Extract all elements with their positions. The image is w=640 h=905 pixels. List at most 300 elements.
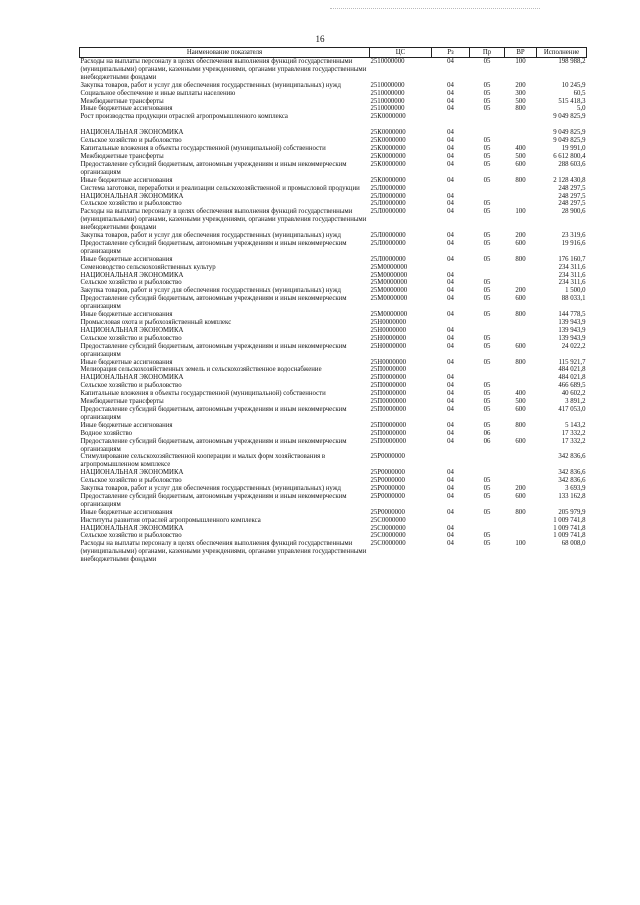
cell-vr (505, 532, 537, 540)
cell-vr: 800 (515, 105, 526, 113)
table-row (80, 58, 587, 82)
cell-name: Закупка товаров, работ и услуг для обеспечения государственных (муниципальных) нужд (80, 232, 341, 240)
cell-pr: 05 (483, 492, 491, 500)
cell-cs: 25К0000000 (370, 152, 406, 160)
cell-amount: 342 836,6 (558, 453, 586, 461)
cell-amount: 1 009 741,8 (553, 516, 586, 524)
cell-name: Мелиорация сельскохозяйственных земель и сельскохозяйственное водоснабжение (80, 366, 322, 374)
cell-name: Расходы на выплаты персоналу в целях обеспечения выполнения функций государственными (муниципальными) органами, казенными учреждениями, органами управления государственными внебюджетными фондами (80, 58, 367, 81)
table-row (80, 90, 587, 98)
table-row (80, 477, 587, 485)
cell-vr: 100 (515, 208, 526, 216)
cell-name: Сельское хозяйство и рыболовство (80, 477, 182, 485)
table-row (80, 129, 587, 137)
cell-amount: 5,0 (577, 105, 586, 113)
table-row (80, 145, 587, 153)
cell-name: Система заготовки, переработки и реализации сельскохозяйственной и промысловой продукции (80, 184, 360, 192)
cell-cs: 25П0000000 (370, 374, 406, 382)
cell-pr (470, 185, 505, 193)
cell-cs: 25Р0000000 (370, 469, 405, 477)
cell-name: Иные бюджетные ассигнования (80, 421, 173, 429)
cell-cs: 25П0000000 (370, 398, 406, 406)
table-row (80, 200, 587, 208)
cell-name: Сельское хозяйство и рыболовство (80, 334, 182, 342)
cell-pr: 05 (483, 145, 491, 153)
table-row (80, 153, 587, 161)
cell-rz: 04 (447, 311, 454, 319)
cell-rz: 04 (447, 508, 454, 516)
cell-cs: 25С0000000 (370, 532, 406, 540)
cell-cs: 25Р0000000 (370, 508, 405, 516)
cell-amount: 9 049 825,9 (553, 129, 586, 137)
cell-rz: 04 (447, 485, 454, 493)
table-row (80, 366, 587, 374)
cell-cs: 25Р0000000 (370, 485, 405, 493)
cell-cs: 25С0000000 (370, 540, 406, 548)
cell-cs: 25К0000000 (370, 113, 406, 121)
cell-rz: 04 (447, 89, 454, 97)
cell-cs: 2510000000 (370, 58, 405, 65)
cell-name: Иные бюджетные ассигнования (80, 311, 173, 319)
cell-name: Иные бюджетные ассигнования (80, 255, 173, 263)
cell-rz: 04 (447, 469, 454, 477)
cell-vr: 800 (515, 421, 526, 429)
cell-cs: 25П0000000 (370, 382, 406, 390)
cell-cs: 25К0000000 (370, 145, 406, 153)
cell-vr (505, 137, 537, 145)
cell-name: Водное хозяйство (80, 429, 133, 437)
cell-name: Иные бюджетные ассигнования (80, 358, 173, 366)
cell-rz: 04 (447, 532, 454, 540)
cell-name: НАЦИОНАЛЬНАЯ ЭКОНОМИКА (80, 129, 184, 137)
table-row (80, 161, 587, 177)
cell-cs: 25Р0000000 (370, 492, 405, 500)
table-row (80, 525, 587, 533)
cell-vr: 500 (515, 398, 526, 406)
cell-rz: 04 (447, 176, 454, 184)
cell-amount: 342 836,6 (558, 477, 586, 485)
cell-name: Стимулирование сельскохозяйственной кооперации и малых форм хозяйствования в агропромышленном комплексе (80, 453, 326, 469)
cell-rz: 04 (447, 239, 454, 247)
cell-amount: 10 245,9 (561, 81, 586, 89)
cell-cs: 25Н0000000 (370, 334, 406, 342)
cell-amount: 248 297,5 (558, 184, 586, 192)
cell-rz: 04 (447, 382, 454, 390)
cell-name: Закупка товаров, работ и услуг для обеспечения государственных (муниципальных) нужд (80, 485, 341, 493)
cell-pr: 05 (483, 105, 491, 113)
table-row (80, 335, 587, 343)
cell-amount: 234 311,6 (558, 271, 586, 279)
cell-amount: 466 689,5 (558, 382, 586, 390)
cell-vr (505, 193, 537, 201)
cell-cs: 25П0000000 (370, 437, 406, 445)
cell-cs: 25К0000000 (370, 176, 406, 184)
table-row (80, 113, 587, 121)
cell-vr: 100 (515, 540, 526, 548)
cell-vr: 600 (515, 160, 526, 168)
table-row (80, 137, 587, 145)
table-row (80, 390, 587, 398)
cell-cs: 2510000000 (370, 89, 405, 97)
table-row (80, 287, 587, 295)
cell-name: Предоставление субсидий бюджетным, автономным учреждениям и иным некоммерческим организациям (80, 342, 347, 358)
cell-rz (432, 121, 470, 129)
cell-amount: 139 943,9 (558, 319, 586, 326)
cell-amount: 248 297,5 (558, 192, 586, 200)
table-row (80, 279, 587, 287)
cell-rz (432, 113, 470, 121)
cell-rz: 04 (447, 421, 454, 429)
cell-name: Промысловая охота и рыбохозяйственный комплекс (80, 319, 232, 326)
cell-pr: 05 (483, 398, 491, 406)
cell-rz (432, 517, 470, 525)
cell-pr: 05 (483, 540, 491, 548)
table-row (80, 121, 587, 129)
cell-name: Сельское хозяйство и рыболовство (80, 137, 182, 145)
table-row (80, 256, 587, 264)
cell-cs: 25Л0000000 (370, 192, 406, 200)
cell-cs (370, 121, 432, 129)
cell-amount: 19 916,6 (561, 239, 586, 247)
cell-amount: 24 022,2 (561, 342, 586, 350)
cell-amount: 234 311,6 (558, 279, 586, 287)
cell-amount: 484 021,8 (558, 366, 586, 374)
cell-cs: 25К0000000 (370, 129, 406, 137)
cell-name: Сельское хозяйство и рыболовство (80, 200, 182, 208)
cell-rz: 04 (447, 255, 454, 263)
cell-cs: 25Р0000000 (370, 453, 405, 461)
cell-cs: 25М0000000 (370, 311, 408, 319)
cell-rz: 04 (447, 145, 454, 153)
cell-pr (470, 113, 505, 121)
table-row (80, 532, 587, 540)
table-row (80, 327, 587, 335)
cell-vr: 600 (515, 295, 526, 303)
cell-rz: 04 (447, 200, 454, 208)
cell-pr: 05 (483, 382, 491, 390)
cell-name: НАЦИОНАЛЬНАЯ ЭКОНОМИКА (80, 271, 184, 279)
cell-name: Межбюджетные трансферты (80, 398, 164, 406)
cell-name: Предоставление субсидий бюджетным, автономным учреждениям и иным некоммерческим организациям (80, 492, 347, 508)
cell-amount: 115 921,7 (558, 358, 586, 366)
cell-name: Расходы на выплаты персоналу в целях обеспечения выполнения функций государственными (муниципальными) органами, казенными учреждениями, органами управления государственными внебюджетными фондами (80, 540, 367, 564)
cell-name: Рост производства продукции отраслей агропромышленного комплекса (80, 113, 288, 121)
cell-vr: 400 (515, 145, 526, 153)
cell-amount: 205 979,9 (558, 508, 586, 516)
cell-cs: 2510000000 (370, 81, 405, 89)
cell-amount: 3 891,2 (565, 398, 586, 406)
cell-rz: 04 (447, 326, 454, 334)
cell-pr: 05 (483, 358, 491, 366)
cell-cs: 25Н0000000 (370, 326, 406, 334)
cell-cs: 25К0000000 (370, 160, 406, 168)
cell-vr (505, 382, 537, 390)
cell-rz: 04 (447, 137, 454, 145)
cell-cs: 25Л0000000 (370, 239, 406, 247)
cell-pr (470, 264, 505, 272)
cell-name: Социальное обеспечение и иные выплаты населению (80, 89, 236, 97)
cell-pr: 05 (483, 89, 491, 97)
cell-name: НАЦИОНАЛЬНАЯ ЭКОНОМИКА (80, 326, 184, 334)
cell-amount: 288 603,6 (558, 160, 586, 168)
table-row (80, 177, 587, 185)
cell-name: Предоставление субсидий бюджетным, автономным учреждениям и иным некоммерческим организациям (80, 239, 347, 255)
cell-rz: 04 (447, 524, 454, 532)
cell-cs: 25С0000000 (370, 516, 406, 524)
cell-pr: 05 (483, 255, 491, 263)
table-row (80, 98, 587, 106)
cell-rz: 04 (447, 160, 454, 168)
cell-name: Сельское хозяйство и рыболовство (80, 382, 182, 390)
cell-vr: 800 (515, 176, 526, 184)
cell-rz: 04 (447, 97, 454, 105)
cell-rz: 04 (447, 129, 454, 137)
cell-pr: 05 (483, 311, 491, 319)
header-cs: ЦС (370, 48, 432, 58)
cell-pr (470, 272, 505, 280)
cell-cs: 2510000000 (370, 97, 405, 105)
cell-rz: 04 (447, 105, 454, 113)
table-row (80, 343, 587, 359)
cell-name: Предоставление субсидий бюджетным, автономным учреждениям и иным некоммерческим организациям (80, 160, 347, 176)
cell-vr: 600 (515, 342, 526, 350)
cell-rz: 04 (447, 287, 454, 295)
cell-amount: 417 053,0 (558, 405, 586, 413)
cell-vr: 600 (515, 492, 526, 500)
cell-pr (470, 374, 505, 382)
cell-rz: 04 (447, 429, 454, 437)
cell-name: Закупка товаров, работ и услуг для обеспечения государственных (муниципальных) нужд (80, 81, 341, 89)
cell-cs: 25П0000000 (370, 421, 406, 429)
cell-cs: 25Л0000000 (370, 208, 406, 216)
cell-name: Расходы на выплаты персоналу в целях обеспечения выполнения функций государственными (муниципальными) органами, казенными учреждениями, органами управления государственными внебюджетными фондами (80, 208, 367, 232)
cell-rz: 04 (447, 398, 454, 406)
cell-vr: 500 (515, 152, 526, 160)
cell-vr (505, 200, 537, 208)
table-row (80, 272, 587, 280)
cell-pr (470, 327, 505, 335)
cell-name: Сельское хозяйство и рыболовство (80, 532, 182, 540)
cell-pr (470, 366, 505, 374)
cell-name (80, 121, 370, 129)
table-row (80, 232, 587, 240)
cell-amount: 9 049 825,9 (553, 113, 586, 121)
cell-rz: 04 (447, 492, 454, 500)
cell-pr: 06 (483, 437, 491, 445)
cell-pr: 05 (483, 176, 491, 184)
cell-rz: 04 (447, 271, 454, 279)
cell-rz: 04 (447, 390, 454, 398)
table-row (80, 193, 587, 201)
table-row (80, 453, 587, 469)
cell-pr: 05 (483, 295, 491, 303)
table-row (80, 240, 587, 256)
table-row (80, 438, 587, 454)
cell-amount: 515 418,3 (558, 97, 586, 105)
cell-vr: 800 (515, 311, 526, 319)
cell-rz: 04 (447, 81, 454, 89)
cell-vr (505, 335, 537, 343)
cell-rz: 04 (447, 358, 454, 366)
cell-pr (470, 469, 505, 477)
cell-amount: 17 332,2 (561, 437, 586, 445)
cell-pr: 05 (483, 239, 491, 247)
cell-amount: 248 297,5 (558, 200, 586, 208)
cell-name: Институты развития отраслей агропромышленного комплекса (80, 516, 261, 524)
table-row (80, 264, 587, 272)
cell-vr (505, 121, 537, 129)
cell-cs: 25М0000000 (370, 287, 408, 295)
cell-amount: 139 943,9 (558, 334, 586, 342)
cell-vr: 300 (515, 89, 526, 97)
cell-rz: 04 (447, 192, 454, 200)
cell-pr: 05 (483, 137, 491, 145)
cell-vr (505, 272, 537, 280)
cell-cs: 25Л0000000 (370, 255, 406, 263)
table-row (80, 485, 587, 493)
cell-rz: 04 (447, 374, 454, 382)
cell-rz: 04 (447, 208, 454, 216)
header-pr: Пр (470, 48, 505, 58)
cell-pr: 05 (483, 334, 491, 342)
table-row (80, 82, 587, 90)
table-row (80, 493, 587, 509)
table-row (80, 311, 587, 319)
cell-vr: 400 (515, 390, 526, 398)
cell-vr: 800 (515, 255, 526, 263)
cell-rz: 04 (447, 437, 454, 445)
table-row (80, 398, 587, 406)
table-row (80, 540, 587, 564)
cell-amount: 234 311,6 (558, 263, 586, 271)
cell-vr: 600 (515, 239, 526, 247)
cell-rz: 04 (447, 540, 454, 548)
cell-amount: 9 049 825,9 (553, 137, 586, 145)
cell-pr: 05 (483, 200, 491, 208)
cell-pr: 05 (483, 208, 491, 216)
table-row (80, 422, 587, 430)
cell-name: НАЦИОНАЛЬНАЯ ЭКОНОМИКА (80, 192, 184, 200)
table-header-row (80, 48, 587, 58)
cell-pr: 05 (483, 405, 491, 413)
cell-cs: 25П0000000 (370, 390, 406, 398)
cell-name: Иные бюджетные ассигнования (80, 508, 173, 516)
table-row (80, 430, 587, 438)
cell-name: НАЦИОНАЛЬНАЯ ЭКОНОМИКА (80, 469, 184, 477)
table-row (80, 382, 587, 390)
table-row (80, 374, 587, 382)
cell-amount: 40 602,2 (561, 390, 586, 398)
cell-vr (505, 264, 537, 272)
table-row (80, 295, 587, 311)
cell-cs: 25П0000000 (370, 429, 406, 437)
cell-amount: 1 009 741,8 (553, 524, 586, 532)
cell-name: Капитальные вложения в объекты государственной (муниципальной) собственности (80, 390, 326, 398)
cell-vr (505, 319, 537, 327)
cell-name: Межбюджетные трансферты (80, 97, 164, 105)
cell-amount: 28 900,6 (561, 208, 586, 216)
cell-cs: 25М0000000 (370, 295, 408, 303)
cell-amount: 133 162,8 (558, 492, 586, 500)
cell-vr (505, 477, 537, 485)
cell-vr: 800 (515, 358, 526, 366)
cell-pr: 05 (483, 58, 491, 65)
cell-amount: 1 009 741,8 (553, 532, 586, 540)
cell-name: Предоставление субсидий бюджетным, автономным учреждениям и иным некоммерческим организациям (80, 295, 347, 311)
cell-rz: 04 (447, 152, 454, 160)
cell-amount: 23 319,6 (561, 232, 586, 240)
cell-name: Капитальные вложения в объекты государственной (муниципальной) собственности (80, 145, 326, 153)
cell-pr: 05 (483, 81, 491, 89)
cell-vr (505, 469, 537, 477)
cell-vr (505, 327, 537, 335)
header-rz: Рз (432, 48, 470, 58)
cell-vr: 500 (515, 97, 526, 105)
cell-cs: 25Р0000000 (370, 477, 405, 485)
header-name: Наименование показателя (80, 48, 370, 58)
table-row (80, 509, 587, 517)
header-amount: Исполнение (537, 48, 587, 58)
cell-rz (432, 453, 470, 469)
table-body (80, 58, 587, 565)
cell-vr (505, 129, 537, 137)
cell-pr: 05 (483, 421, 491, 429)
cell-name: Предоставление субсидий бюджетным, автономным учреждениям и иным некоммерческим организациям (80, 405, 347, 421)
cell-name: Закупка товаров, работ и услуг для обеспечения государственных (муниципальных) нужд (80, 287, 341, 295)
cell-vr (505, 113, 537, 121)
cell-vr (505, 525, 537, 533)
cell-pr (470, 193, 505, 201)
cell-pr: 05 (483, 160, 491, 168)
cell-cs: 2510000000 (370, 105, 405, 113)
cell-vr: 600 (515, 405, 526, 413)
cell-cs: 25Н0000000 (370, 342, 406, 350)
scan-header-mark (330, 8, 540, 13)
cell-rz: 04 (447, 232, 454, 240)
cell-amount: 1 500,0 (565, 287, 586, 295)
cell-rz: 04 (447, 477, 454, 485)
cell-vr: 200 (515, 232, 526, 240)
table-row (80, 185, 587, 193)
table-row (80, 406, 587, 422)
cell-pr: 05 (483, 532, 491, 540)
cell-vr (505, 453, 537, 469)
cell-amount: 60,5 (573, 89, 586, 97)
cell-cs: 25Л0000000 (370, 200, 406, 208)
cell-name: Межбюджетные трансферты (80, 152, 164, 160)
cell-amount: 6 612 800,4 (553, 152, 586, 160)
cell-pr: 05 (483, 97, 491, 105)
cell-amount: 68 008,0 (561, 540, 586, 548)
cell-pr: 06 (483, 429, 491, 437)
cell-amount: 5 143,2 (565, 421, 586, 429)
cell-vr: 100 (515, 58, 526, 65)
table-row (80, 208, 587, 232)
cell-amount: 2 128 430,8 (553, 176, 586, 184)
cell-cs: 25П0000000 (370, 366, 406, 374)
cell-cs: 25М0000000 (370, 271, 408, 279)
cell-cs: 25М0000000 (370, 263, 408, 271)
cell-vr: 800 (515, 508, 526, 516)
cell-name: Иные бюджетные ассигнования (80, 105, 173, 113)
cell-pr: 05 (483, 390, 491, 398)
table-row (80, 105, 587, 113)
cell-vr: 200 (515, 485, 526, 493)
table-row (80, 469, 587, 477)
cell-cs: 25Н0000000 (370, 319, 406, 326)
cell-amount: 19 991,0 (561, 145, 586, 153)
cell-amount (537, 121, 587, 129)
